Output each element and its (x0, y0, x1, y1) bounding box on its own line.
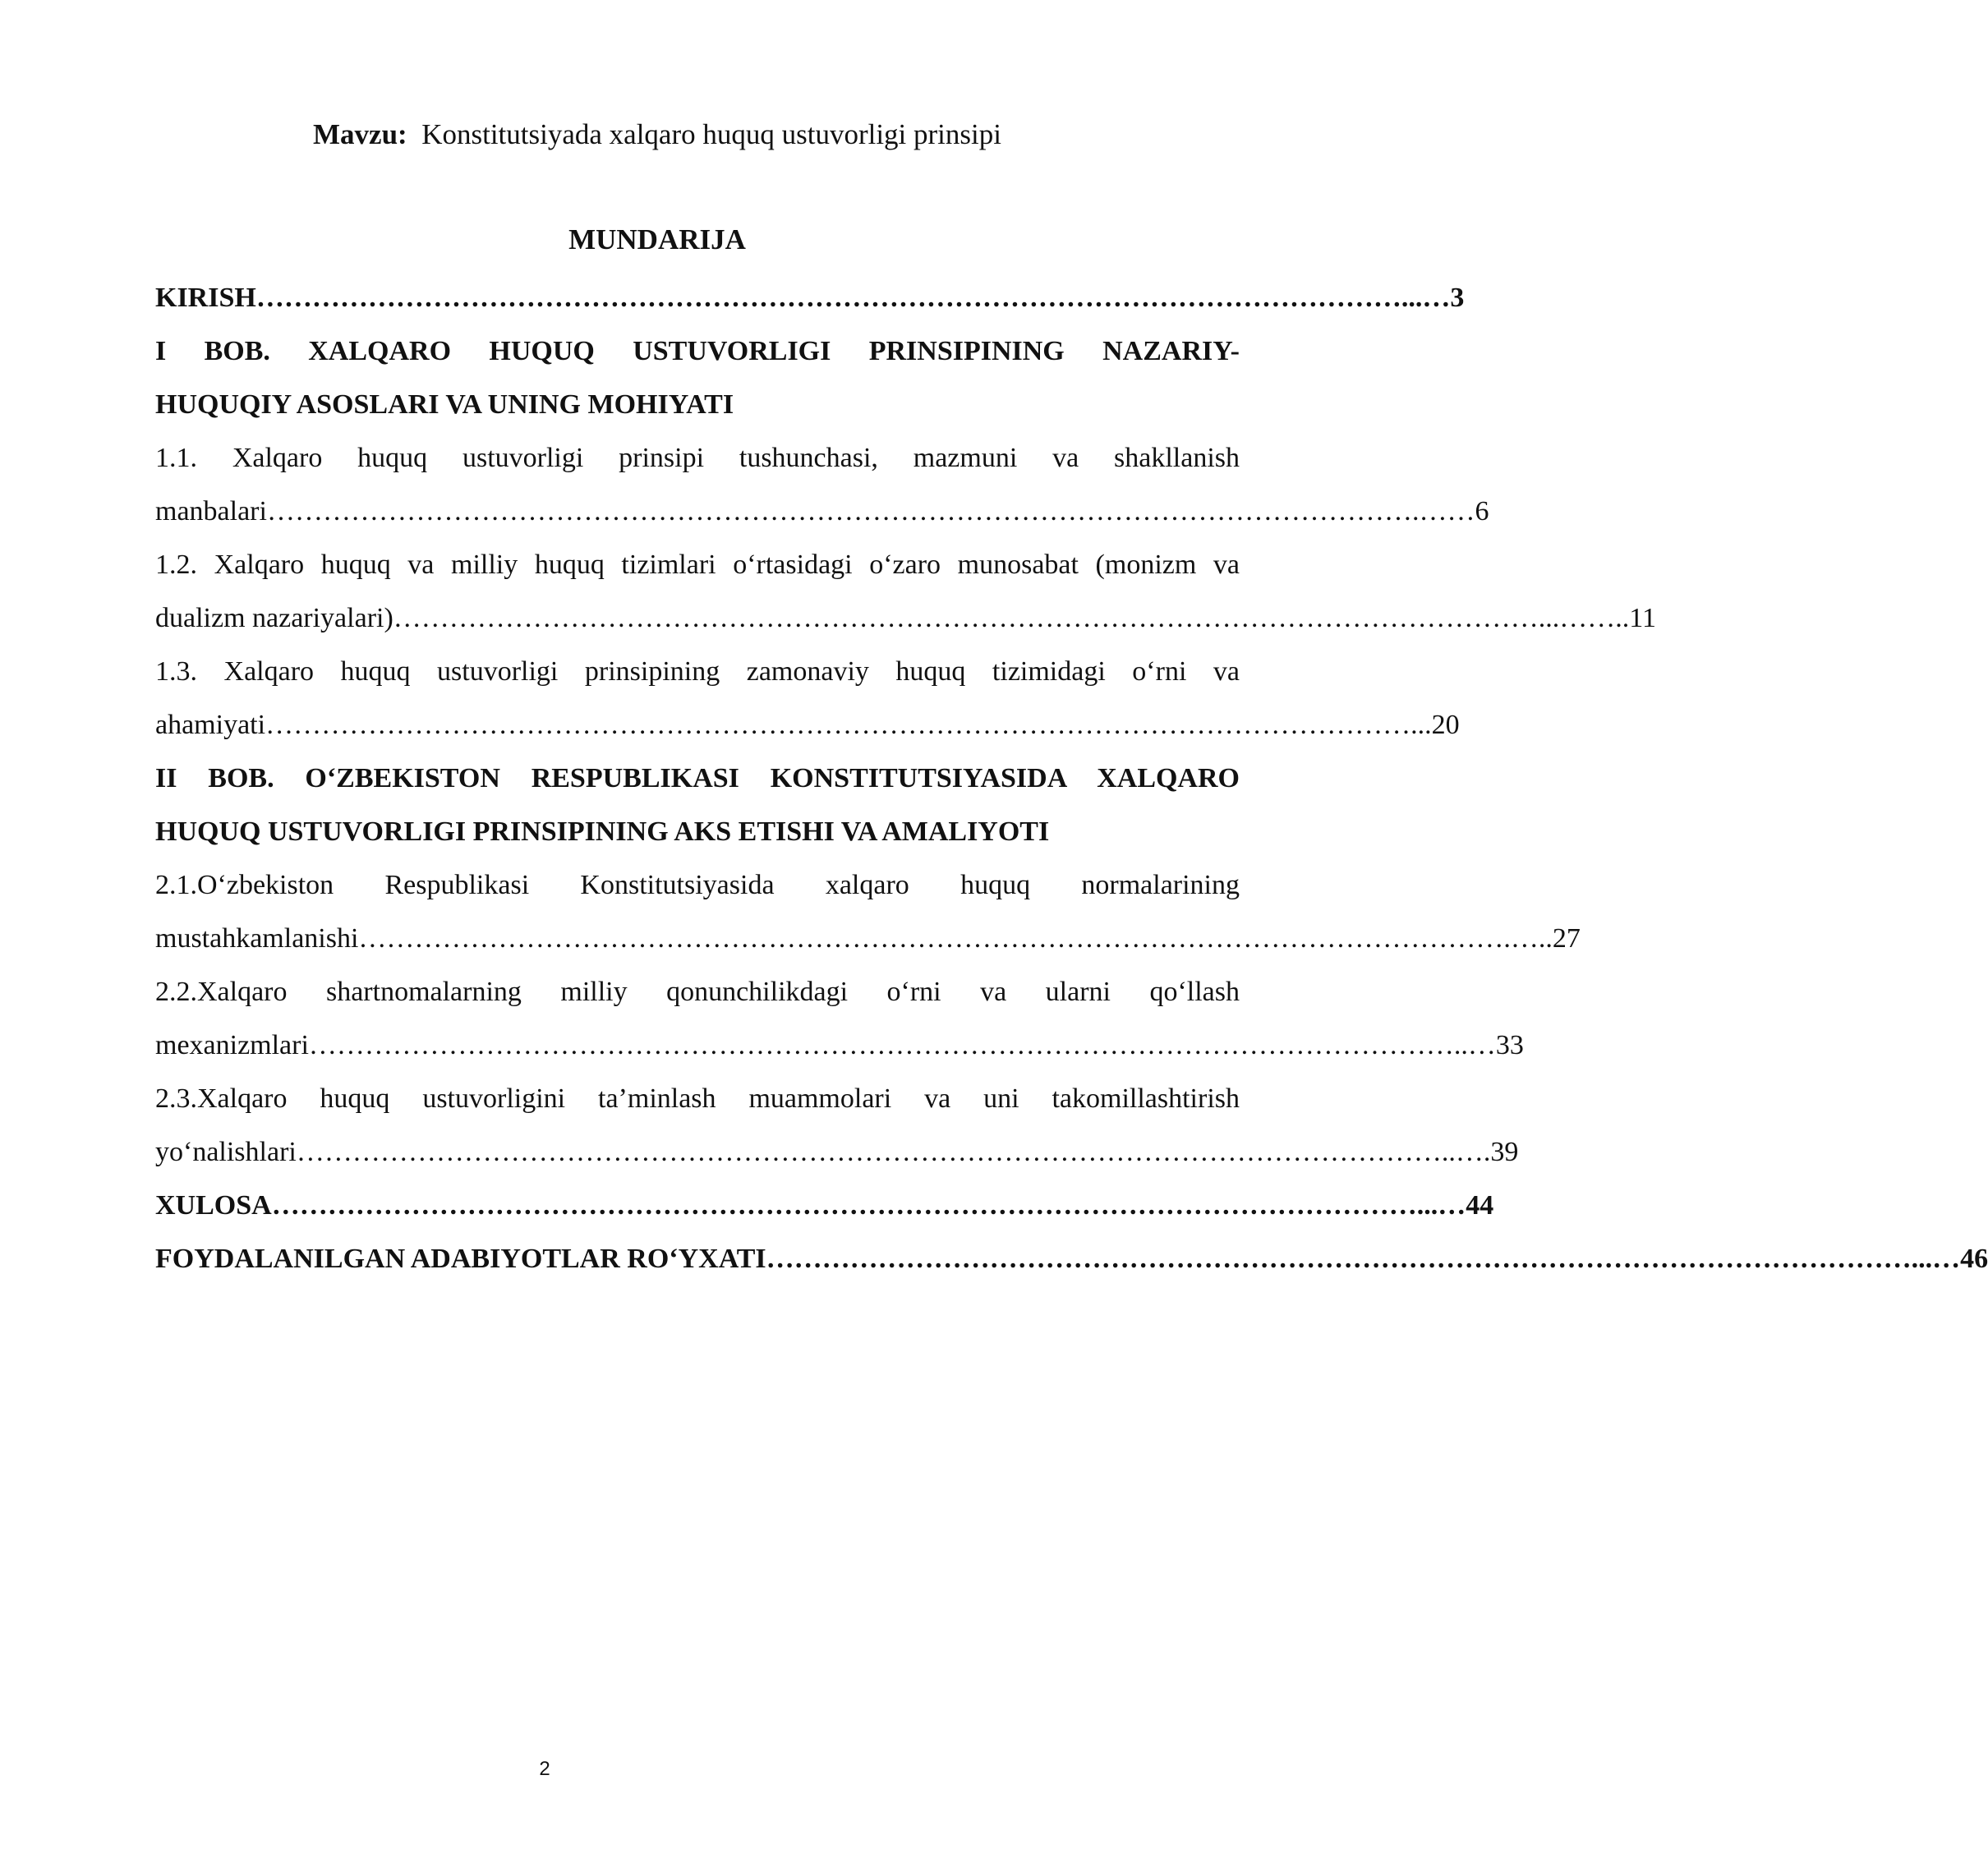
topic-label: Mavzu: (313, 118, 407, 150)
toc-section-2-2: 2.2.Xalqaro shartnomalarning milliy qonunchilikdagi o‘rni va ularni qo‘llash (155, 977, 1240, 1007)
toc-section-2-1-cont (155, 912, 1581, 965)
toc-entry-page: ...……..11 (1538, 603, 1657, 633)
toc-leader-dots: …………………………………………………………………………………………………………… (358, 923, 1504, 954)
toc-leader-dots: …………………………………………………………………………………………………………… (393, 603, 1539, 633)
toc-entry-page: .……6 (1411, 496, 1489, 527)
toc-entry-page: ...…46 (1911, 1244, 1988, 1274)
toc-section-1-2: 1.2. Xalqaro huquq va milliy huquq tizimlari o‘rtasidagi o‘zaro munosabat (monizm va (155, 550, 1240, 580)
toc-entry-label: FOYDALANILGAN ADABIYOTLAR RO‘YXATI (155, 1244, 766, 1274)
toc-entry-label: mexanizmlari (155, 1030, 309, 1060)
toc-section-2-2-cont (155, 1019, 1524, 1072)
toc-entry-label: dualizm nazariyalari) (155, 603, 393, 633)
toc-chapter-2-title-cont: HUQUQ USTUVORLIGI PRINSIPINING AKS ETISHI VA AMALIYOTI (155, 816, 1050, 847)
toc-entry-label: mustahkamlanishi (155, 923, 359, 954)
toc-entry-xulosa (155, 1179, 1494, 1232)
toc-entry-label: XULOSA (155, 1190, 272, 1221)
toc-leader-dots: …………………………………………………………………………………………………………… (271, 1190, 1417, 1221)
toc-section-1-3: 1.3. Xalqaro huquq ustuvorligi prinsipining zamonaviy huquq tizimidagi o‘rni va (155, 656, 1240, 687)
toc-entry-label: KIRISH (155, 283, 256, 313)
toc-title: MUNDARIJA (568, 223, 746, 255)
toc-entry-kirish (155, 271, 1465, 324)
toc-entry-label: yo‘nalishlari (155, 1137, 297, 1167)
toc-leader-dots: …………………………………………………………………………………………………………… (255, 283, 1401, 313)
topic-heading (0, 115, 1314, 154)
toc-entry-page: .…..27 (1503, 923, 1581, 954)
toc-section-2-3-cont (155, 1125, 1519, 1179)
toc-entry-label: manbalari (155, 496, 267, 527)
toc-entry-page: ..….39 (1441, 1137, 1519, 1167)
toc-section-1-1-cont (155, 485, 1489, 538)
toc-section-1-1: 1.1. Xalqaro huquq ustuvorligi prinsipi tushunchasi, mazmuni va shakllanish (155, 443, 1240, 473)
page-number: 2 (539, 1758, 550, 1780)
toc-section-2-1: 2.1.O‘zbekiston Respublikasi Konstitutsiyasida xalqaro huquq normalarining (155, 870, 1240, 900)
topic-text: Konstitutsiyada xalqaro huquq ustuvorligi prinsipi (421, 118, 1001, 150)
toc-leader-dots: …………………………………………………………………………………………………………… (766, 1244, 1912, 1274)
toc-leader-dots: …………………………………………………………………………………………………………… (308, 1030, 1454, 1060)
toc-section-1-3-cont (155, 698, 1460, 752)
toc-entry-page: ...…44 (1416, 1190, 1494, 1221)
toc-entry-page: ..…33 (1453, 1030, 1524, 1060)
toc-leader-dots: …………………………………………………………………………………………………………… (265, 710, 1411, 740)
toc-leader-dots: …………………………………………………………………………………………………………… (266, 496, 1412, 527)
toc-leader-dots: …………………………………………………………………………………………………………… (296, 1137, 1442, 1167)
toc-section-1-2-cont (155, 591, 1657, 645)
toc-entry-label: ahamiyati (155, 710, 266, 740)
toc-entry-page: ...20 (1410, 710, 1460, 740)
toc-entry-adabiyotlar (155, 1232, 1988, 1285)
toc-chapter-2-title: II BOB. O‘ZBEKISTON RESPUBLIKASI KONSTITUTSIYASIDA XALQARO (155, 763, 1240, 793)
toc-chapter-1-title: I BOB. XALQARO HUQUQ USTUVORLIGI PRINSIPINING NAZARIY- (155, 336, 1240, 366)
toc-section-2-3: 2.3.Xalqaro huquq ustuvorligini ta’minlash muammolari va uni takomillashtirish (155, 1083, 1240, 1114)
table-of-contents (155, 271, 1988, 1285)
toc-entry-page: ...…3 (1401, 283, 1465, 313)
toc-chapter-1-title-cont: HUQUQIY ASOSLARI VA UNING MOHIYATI (155, 389, 734, 420)
